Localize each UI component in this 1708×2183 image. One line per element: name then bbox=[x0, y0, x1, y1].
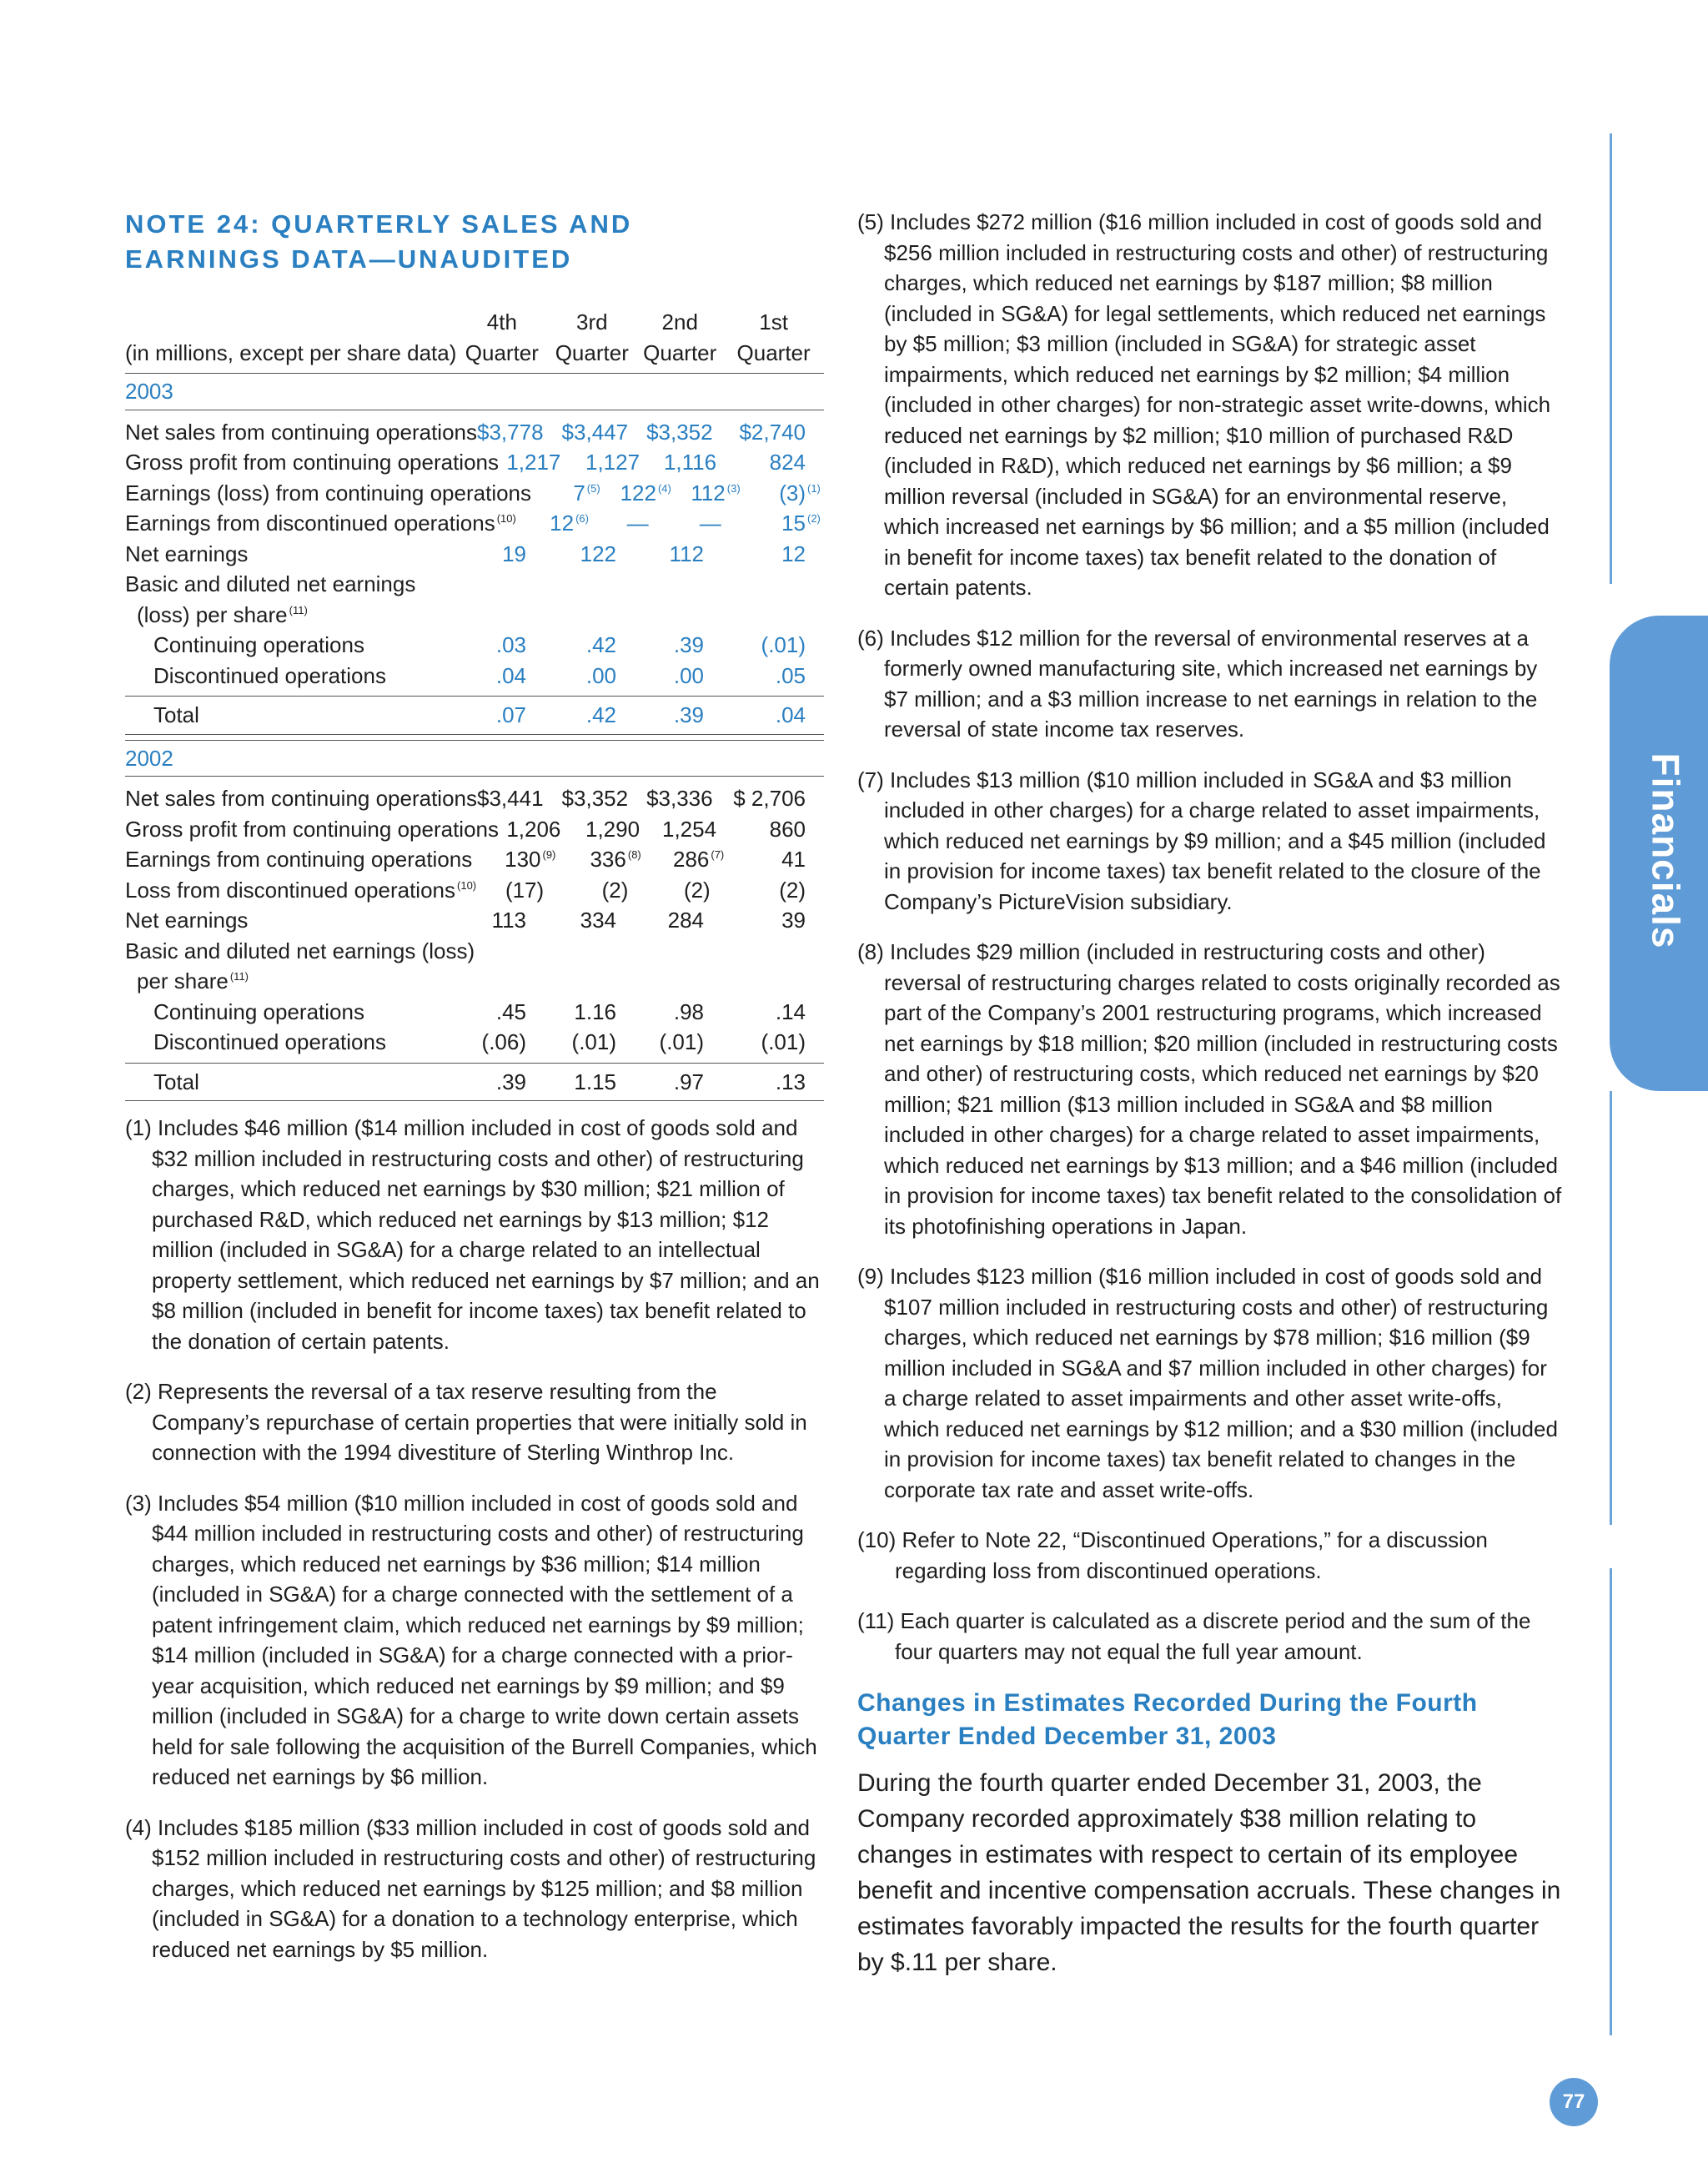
value-cell: .04 bbox=[775, 702, 806, 727]
value-cell: 860 bbox=[769, 816, 806, 842]
footnote-3: (3) Includes $54 million ($10 million included in cost of goods sold and $44 million included in restructuring costs and other) of restructuring charges, which reduced net earnings by $36 million; $14 million (included in SG&A) for a charge connected with the settlement of a patent infringement claim, which reduced net earnings by $9 million; $14 million (included in SG&A) for a charge connected with a prior-year acquisition, which reduced net earnings by $9 million; and $9 million (included in SG&A) for a charge to write down certain assets held for sale following the acquisition of the Burrell Companies, which reduced net earnings by $6 million. bbox=[125, 1490, 817, 1789]
eps-row bbox=[125, 661, 824, 692]
row-label: Loss from discontinued operations $^{(10)}$ bbox=[125, 877, 477, 903]
page-number: 77 bbox=[1550, 2078, 1598, 2126]
value-cell: 286 $^{(7)}$ bbox=[645, 844, 728, 875]
unit-label: (in millions, except per share data) bbox=[125, 340, 457, 365]
row-label: Net sales from continuing operations bbox=[125, 786, 478, 811]
footnote-1: (1) Includes $46 million ($14 million included in cost of goods sold and $32 million included in restructuring costs and other) of restructuring charges, which reduced net earnings by $30 million; $21 million of purchased R&D, which reduced net earnings by $13 million; $12 million (included in SG&A) for a charge related to an intellectual property settlement, which reduced net earnings by $7 million; and an $8 million (included in benefit for income taxes) tax benefit related to the donation of certain patents. bbox=[125, 1115, 820, 1354]
value-cell: .98 bbox=[673, 998, 704, 1024]
value-cell: — bbox=[699, 511, 721, 536]
value-cell: .00 bbox=[673, 662, 704, 688]
value-cell: 1,127 bbox=[585, 450, 640, 475]
table-header-row bbox=[125, 307, 824, 368]
value-cell: .97 bbox=[673, 1069, 704, 1094]
eps-label-line2: per share $^{(11)}$ bbox=[137, 968, 249, 993]
col-header-1st: 1st Quarter bbox=[736, 309, 811, 365]
changes-body: During the fourth quarter ended December 31, 2003, the Company recorded approximately $38 million relating to changes in estimates with respect to certain of its employee benefit and incentive compensation accruals. These changes in estimates favorably impacted the results for the fourth quarter by $.11 per share. bbox=[857, 1769, 1561, 1976]
sidebar-line-top bbox=[1610, 133, 1612, 584]
table-row bbox=[125, 783, 824, 814]
footnotes-right bbox=[857, 207, 1562, 1980]
value-cell: 113 bbox=[491, 908, 526, 933]
sidebar-line-mid bbox=[1610, 1091, 1612, 1525]
value-cell: (17) bbox=[505, 877, 545, 903]
value-cell: .42 bbox=[585, 702, 616, 727]
value-cell: (2) bbox=[683, 877, 711, 903]
value-cell: $3,352 bbox=[561, 786, 629, 811]
footnote-ref: (3) bbox=[726, 481, 741, 495]
value-cell: $2,740 bbox=[739, 419, 806, 445]
value-cell: .03 bbox=[495, 632, 526, 657]
table-row bbox=[125, 478, 824, 509]
row-label: Earnings from continuing operations bbox=[125, 847, 473, 872]
value-cell: 1,116 bbox=[663, 450, 717, 475]
section-2003 bbox=[125, 373, 824, 735]
value-cell: (.01) bbox=[761, 632, 806, 657]
value-cell: 284 bbox=[667, 908, 704, 933]
value-cell: 41 bbox=[781, 847, 806, 872]
row-label: Total bbox=[153, 1069, 199, 1094]
value-cell: 112 bbox=[669, 541, 704, 566]
eps-label bbox=[125, 966, 824, 997]
footnote-ref: (5) bbox=[586, 481, 600, 495]
value-cell: 334 bbox=[580, 908, 616, 933]
footnote-ref: (8) bbox=[627, 848, 641, 861]
row-label: Continuing operations bbox=[153, 632, 364, 657]
footnote-ref: (7) bbox=[711, 848, 725, 861]
value-cell: .13 bbox=[775, 1069, 806, 1094]
value-cell: .00 bbox=[585, 662, 616, 688]
value-cell: 15 $^{(2)}$ bbox=[740, 508, 824, 539]
value-cell: .39 bbox=[495, 1069, 526, 1094]
value-cell: $3,336 bbox=[646, 786, 713, 811]
footnote-9: (9) Includes $123 million ($16 million included in cost of goods sold and $107 million included in restructuring costs and other) of restructuring charges, which reduced net earnings by $78 million; $16 million ($9 million included in SG&A and $7 million included in other charges) for a charge related to asset impairments and other asset write-offs, which reduced net earnings by $12 million; and a $30 million (included in provision for income taxes) tax benefit related to changes in the corporate tax rate and asset write-offs. bbox=[857, 1264, 1558, 1502]
col-header-3rd: 3rd Quarter bbox=[555, 309, 629, 365]
value-cell: $3,447 bbox=[561, 419, 629, 445]
table-row bbox=[125, 814, 824, 845]
footnote-2: (2) Represents the reversal of a tax reserve resulting from the Company’s repurchase of certain properties that were initially sold in connection with the 1994 divestiture of Sterling Winthrop Inc. bbox=[125, 1379, 807, 1465]
footnote-7: (7) Includes $13 million ($10 million included in SG&A and $3 million included in other charges) for a charge related to asset impairments, which reduced net earnings by $9 million; and a $45 million (included in provision for income taxes) tax benefit related to the closure of the Company’s PictureVision subsidiary. bbox=[857, 767, 1546, 914]
footnote-11: (11) Each quarter is calculated as a discrete period and the sum of the four quarters may not equal the full year amount. bbox=[857, 1608, 1531, 1664]
eps-row bbox=[125, 997, 824, 1028]
value-cell: 1,217 bbox=[506, 450, 561, 475]
value-cell: $3,441 bbox=[477, 786, 544, 811]
value-cell: 1.16 bbox=[574, 998, 616, 1024]
value-cell: .39 bbox=[673, 702, 704, 727]
value-cell: (.01) bbox=[761, 1029, 806, 1054]
table-row bbox=[125, 844, 824, 875]
table-row bbox=[125, 508, 824, 539]
row-label: Discontinued operations bbox=[153, 662, 386, 688]
footnote-ref: (9) bbox=[542, 848, 556, 861]
row-label: Earnings (loss) from continuing operations bbox=[125, 480, 532, 506]
value-cell: .05 bbox=[775, 662, 806, 688]
row-label: Continuing operations bbox=[153, 998, 364, 1024]
footnote-4: (4) Includes $185 million ($33 million included in cost of goods sold and $152 million included in restructuring costs and other) of restructuring charges, which reduced net earnings by $125 million; and $8 million (included in SG&A) for a donation to a technology enterprise, which reduced net earnings by $5 million. bbox=[125, 1814, 816, 1962]
footnote-ref: (4) bbox=[657, 481, 671, 495]
eps-label-line1: Basic and diluted net earnings bbox=[125, 571, 416, 596]
value-cell: $3,778 bbox=[477, 419, 544, 445]
row-label: Total bbox=[153, 702, 199, 727]
value-cell: (3) $^{(1)}$ bbox=[744, 478, 824, 509]
year-label: 2003 bbox=[125, 373, 824, 410]
value-cell: 336 $^{(8)}$ bbox=[560, 844, 645, 875]
footnotes-left bbox=[125, 1113, 826, 1984]
value-cell: (2) bbox=[779, 877, 806, 903]
section-tab-label: Financials bbox=[1644, 752, 1687, 949]
value-cell: 1,290 bbox=[585, 816, 640, 842]
value-cell: $ 2,706 bbox=[733, 786, 806, 811]
value-cell: .14 bbox=[775, 998, 806, 1024]
value-cell: 122 $^{(4)}$ bbox=[604, 478, 675, 509]
table-row bbox=[125, 539, 824, 570]
table-row bbox=[125, 905, 824, 936]
total-row bbox=[125, 696, 824, 735]
value-cell: 12 bbox=[781, 541, 806, 566]
value-cell: 130 $^{(9)}$ bbox=[472, 844, 559, 875]
value-cell: .04 bbox=[495, 662, 526, 688]
value-cell: .45 bbox=[495, 998, 526, 1024]
value-cell: (.01) bbox=[659, 1029, 704, 1054]
value-cell: 1,206 bbox=[506, 816, 561, 842]
row-label: Net earnings bbox=[125, 908, 249, 933]
eps-label-line2: (loss) per share $^{(11)}$ bbox=[137, 601, 308, 627]
row-label: Gross profit from continuing operations bbox=[125, 816, 499, 842]
footnote-8: (8) Includes $29 million (included in restructuring costs and other) reversal of restructuring charges related to costs originally recorded as part of the Company’s 2001 restructuring programs, which increased net earnings by $18 million; $20 million (included in restructuring costs and other) of restructuring costs, which reduced net earnings by $20 million; $21 million ($13 million included in SG&A and $8 million included in other charges) for a charge related to asset impairments, which reduced net earnings by $13 million; and a $46 million (included in provision for income taxes) tax benefit related to the consolidation of its photofinishing operations in Japan. bbox=[857, 939, 1562, 1239]
section-2002 bbox=[125, 740, 824, 1102]
value-cell: .42 bbox=[585, 632, 616, 657]
value-cell: 1,254 bbox=[662, 816, 717, 842]
footnote-5: (5) Includes $272 million ($16 million included in cost of goods sold and $256 million included in restructuring costs and other) of restructuring charges, which reduced net earnings by $187 million; $8 million (included in SG&A) for legal settlements, which reduced net earnings by $5 million; $3 million (included in SG&A) for strategic asset impairments, which reduced net earnings by $2 million; $4 million (included in other charges) for non-strategic asset write-downs, which reduced net earnings by $2 million; $10 million of purchased R&D (included in R&D), which reduced net earnings by $6 million; a $9 million reversal (included in SG&A) for an environmental reserve, which increased net earnings by $6 million; and a $5 million (included in benefit for income taxes) tax benefit related to the donation of certain patents. bbox=[857, 209, 1551, 600]
value-cell: $3,352 bbox=[646, 419, 713, 445]
eps-label bbox=[125, 569, 824, 600]
table-row bbox=[125, 875, 824, 906]
footnote-ref: (6) bbox=[575, 512, 589, 525]
value-cell: 122 bbox=[580, 541, 616, 566]
value-cell: 12 $^{(6)}$ bbox=[516, 508, 592, 539]
eps-label-line1: Basic and diluted net earnings (loss) bbox=[125, 938, 475, 963]
eps-label bbox=[125, 600, 824, 631]
footnote-ref: (1) bbox=[806, 481, 821, 495]
col-header-2nd: 2nd Quarter bbox=[643, 309, 717, 365]
quarterly-table bbox=[125, 307, 824, 1101]
col-header-4th: 4th Quarter bbox=[465, 309, 539, 365]
row-label: Net earnings bbox=[125, 541, 249, 566]
row-label: Earnings from discontinued operations $^{(10)}$ bbox=[125, 511, 516, 536]
value-cell: (2) bbox=[601, 877, 629, 903]
note-title: NOTE 24: QUARTERLY SALES AND EARNINGS DATA—UNAUDITED bbox=[125, 209, 633, 274]
value-cell: (.06) bbox=[481, 1029, 526, 1054]
value-cell: 824 bbox=[769, 450, 806, 475]
row-label: Net sales from continuing operations bbox=[125, 419, 478, 445]
eps-row bbox=[125, 630, 824, 661]
year-label: 2002 bbox=[125, 740, 824, 777]
value-cell: 39 bbox=[781, 908, 806, 933]
value-cell: .39 bbox=[673, 632, 704, 657]
value-cell: — bbox=[626, 511, 649, 536]
row-label: Gross profit from continuing operations bbox=[125, 450, 499, 475]
footnote-10: (10) Refer to Note 22, “Discontinued Operations,” for a discussion regarding loss from discontinued operations. bbox=[857, 1527, 1488, 1583]
total-row bbox=[125, 1063, 824, 1102]
changes-heading: Changes in Estimates Recorded During the Fourth Quarter Ended December 31, 2003 bbox=[857, 1689, 1478, 1750]
eps-row bbox=[125, 1027, 824, 1058]
eps-label bbox=[125, 936, 824, 967]
value-cell: .07 bbox=[495, 702, 526, 727]
footnote-6: (6) Includes $12 million for the reversal of environmental reserves at a formerly owned manufacturing site, which increased net earnings by $7 million; and a $3 million increase to net earnings in relation to the reversal of state income tax reserves. bbox=[857, 625, 1538, 742]
row-label: Discontinued operations bbox=[153, 1029, 386, 1054]
sidebar-line-bottom bbox=[1610, 1568, 1612, 2035]
value-cell: (.01) bbox=[571, 1029, 616, 1054]
value-cell: 7 $^{(5)}$ bbox=[531, 478, 604, 509]
footnote-ref: (2) bbox=[807, 512, 821, 525]
table-row bbox=[125, 447, 824, 478]
value-cell: 19 bbox=[502, 541, 526, 566]
value-cell: 112 $^{(3)}$ bbox=[675, 478, 744, 509]
table-row bbox=[125, 417, 824, 448]
value-cell: 1.15 bbox=[574, 1069, 616, 1094]
